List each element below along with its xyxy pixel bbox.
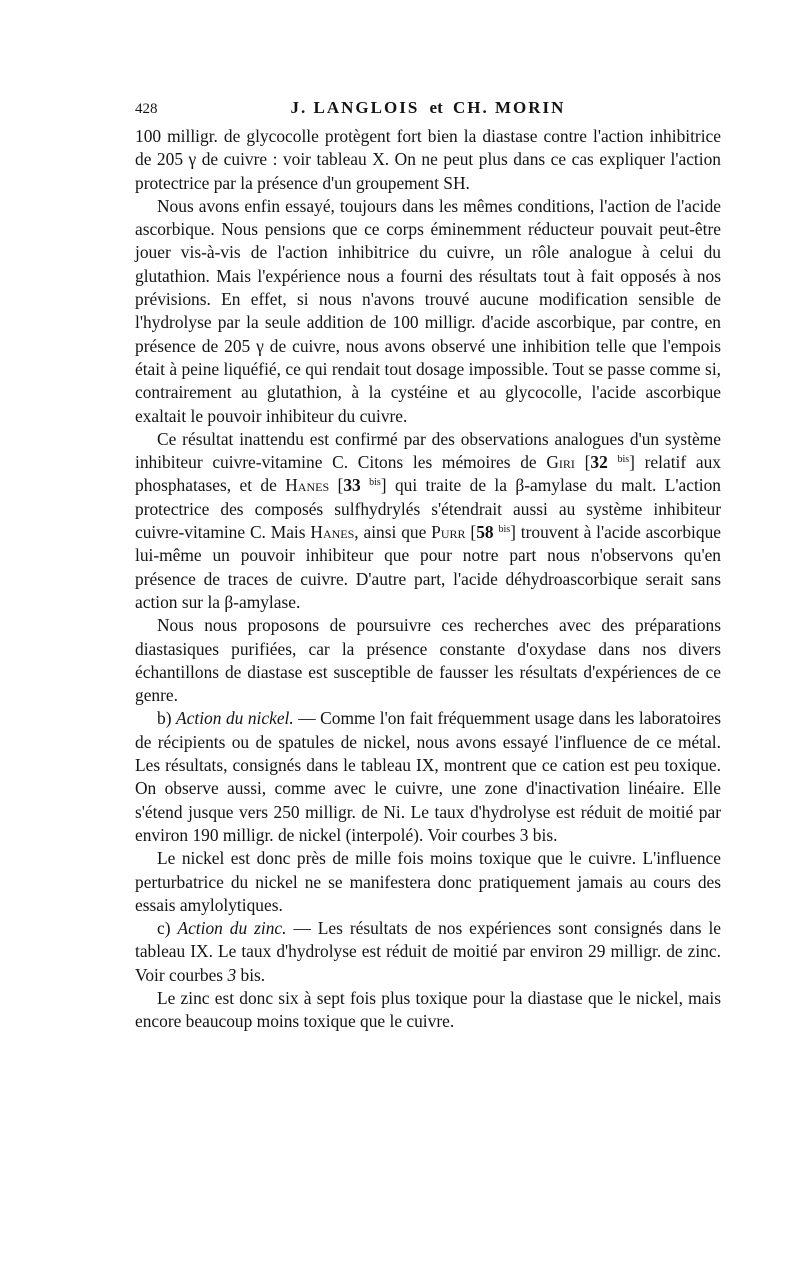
page-header (135, 95, 721, 125)
figure-reference-suffix: bis. (240, 964, 266, 985)
paragraph-text: — Comme l'on fait fréquemment usage dans les laboratoires de récipients ou de spatules de nickel, nous avons essayé l'influence de ce métal. Les résultats, consignés dans le tableau IX, montrent que ce cation est peu toxique. On observe aussi, comme avec le cuivre, une zone d'inactivation linéaire. Elle s'étend jusque vers 250 milligr. de Ni. Le taux d'hydrolyse est réduit de moitié par environ 190 milligr. de nickel (interpolé). Voir courbes 3 bis. (135, 708, 721, 845)
paragraph-text: trouvent à l'acide ascorbique lui-même un pouvoir inhibiteur que pour notre part nous n'observons qu'en présence de traces de cuivre. D'autre part, l'acide déhydroascorbique serait sans action sur la β-amylase. (135, 522, 721, 612)
body-text (135, 125, 721, 1034)
author-giri: Giri (546, 452, 575, 473)
paragraph-text: qui traite de la β-amylase du malt. L'action protectrice des composés sulfhydrylés s'étendrait aussi au système inhibiteur cuivre-vitamine C. Mais (135, 475, 722, 543)
paragraph-text: Ce résultat inattendu est confirmé par des observations analogues d'un système inhibiteur cuivre-vitamine C. Citons les mémoires de (135, 428, 721, 473)
paragraph-text: — Les résultats de nos expériences sont consignés dans le tableau IX. Le taux d'hydrolyse est réduit de moitié par environ 29 milligr. de zinc. Voir courbes (135, 918, 722, 985)
reference-number: 32 (590, 452, 608, 473)
paragraph-nickel (135, 707, 721, 847)
paragraph-glycocolle: 100 milligr. de glycocolle protègent fort bien la diastase contre l'action inhibitrice de 205 γ de cuivre : voir tableau X. On ne peut plus dans ce cas expliquer l'action protectrice par la présence d'un groupement SH. (135, 126, 721, 193)
figure-reference: 3 (227, 964, 237, 985)
reference-suffix: bis (498, 524, 511, 536)
paragraph-zinc-conclusion: Le zinc est donc six à sept fois plus toxique pour la diastase que le nickel, mais encore beaucoup moins toxique que le cuivre. (135, 987, 721, 1032)
author-hanes: Hanes (310, 522, 355, 543)
book-page (135, 95, 721, 1034)
page-number: 428 (135, 101, 158, 117)
paragraph-copper-vitamin-c: Ce résultat inattendu est confirmé par des observations analogues d'un système inhibiteur cuivre-vitamine C. Citons les mémoires de Giri [32 $^{bis}$] relatif aux phosphatases, et de Hanes [33 $^{bis}$] qui traite de la β-amylase du malt. L'action protectrice des composés sulfhydrylés s'étendrait aussi au système inhibiteur cuivre-vitamine C. Mais Hanes, ainsi que Purr [58 $^{bis}$] trouvent à l'acide ascorbique lui-même un pouvoir inhibiteur que pour notre part nous n'observons qu'en présence de traces de cuivre. D'autre part, l'acide déhydroascorbique serait sans action sur la β-amylase. (135, 428, 722, 612)
author-purr: Purr (431, 522, 466, 543)
paragraph-text: relatif aux phosphatases, et de (135, 452, 721, 496)
author-hanes: Hanes (285, 475, 330, 496)
running-head-author-2: CH. MORIN (453, 98, 566, 117)
paragraph-ascorbic-acid: Nous avons enfin essayé, toujours dans les mêmes conditions, l'action de l'acide ascorbique. Nous pensions que ce corps éminemment réducteur pouvait peut-être jouer vis-à-vis de l'action inhibitrice du cuivre, un rôle analogue à celui du glutathion. Mais l'expérience nous a fourni des résultats tout à fait opposés à nos prévisions. En effet, si nous n'avons trouvé aucune modification sensible de l'hydrolyse par la seule addition de 100 milligr. d'acide ascorbique, par contre, en présence de 205 γ de cuivre, nous avons observé une inhibition telle que l'empois était à peine liquéfié, ce qui rendait tout dosage impossible. Tout se passe comme si, contrairement au glutathion, à la cystéine et au glycocolle, l'acide ascorbique exaltait le pouvoir inhibiteur du cuivre. (135, 195, 721, 426)
section-heading-zinc: Action du zinc. (177, 918, 287, 939)
section-heading-nickel: Action du nickel. (176, 708, 294, 729)
running-head-author-1: J. LANGLOIS (290, 98, 420, 117)
paragraph-text: , ainsi que (354, 522, 427, 543)
paragraph-zinc (135, 917, 721, 987)
paragraph-nickel-conclusion: Le nickel est donc près de mille fois moins toxique que le cuivre. L'influence perturbatrice du nickel ne se manifestera donc pratiquement jamais au cours des essais amylolytiques. (135, 848, 721, 915)
running-head-conjunction: et (429, 98, 443, 117)
section-label: c) (157, 918, 171, 939)
reference-suffix: bis (369, 477, 381, 489)
running-head (135, 98, 721, 118)
section-label: b) (157, 708, 172, 729)
paragraph-future-research: Nous nous proposons de poursuivre ces recherches avec des préparations diastasiques purifiées, car la présence constante d'oxydase dans nos divers échantillons de diastase est susceptible de fausser les résultats d'expériences de ce genre. (135, 615, 721, 706)
reference-suffix: bis (617, 454, 630, 466)
reference-number: 58 (476, 522, 494, 543)
reference-number: 33 (343, 475, 361, 496)
